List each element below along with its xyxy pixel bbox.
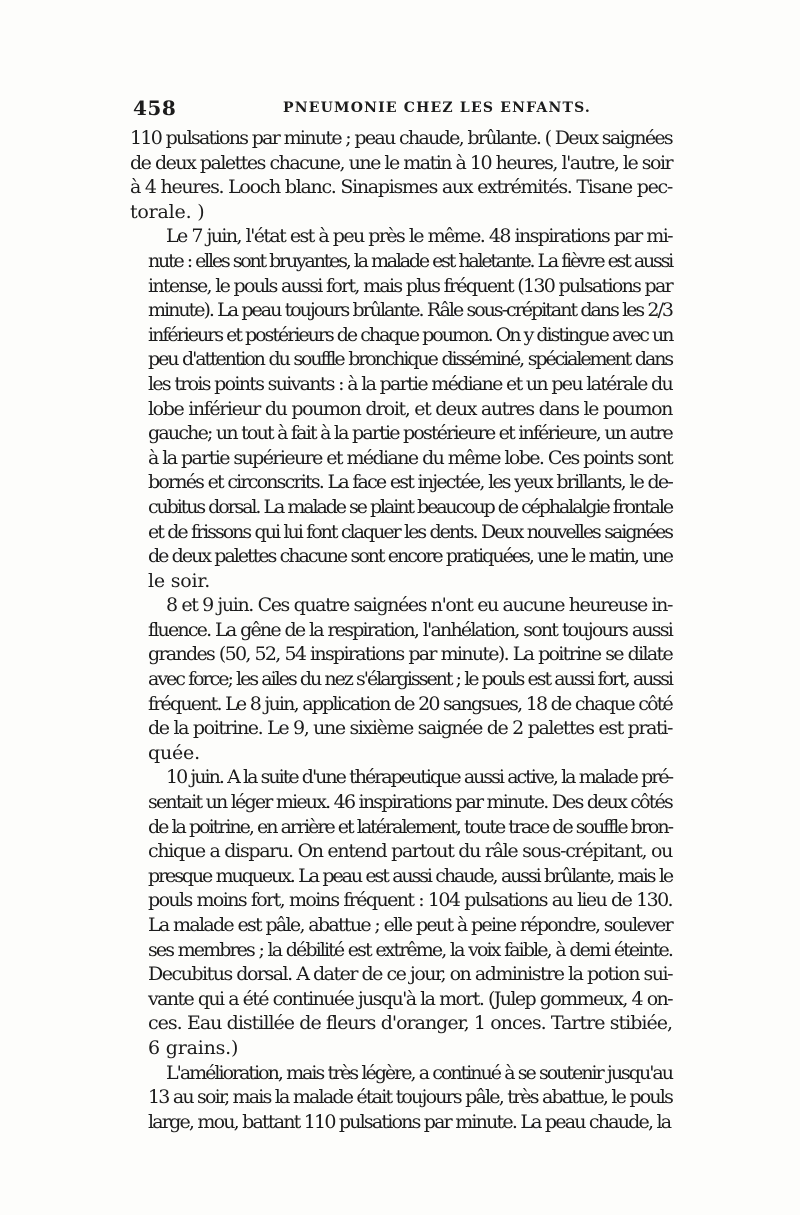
- text-line: Decubitus dorsal. A dater de ce jour, on administre la potion sui-: [148, 963, 672, 986]
- text-line: le soir.: [148, 569, 211, 592]
- text-line: La malade est pâle, abattue ; elle peut à peine répondre, soulever: [148, 914, 672, 936]
- text-line: et de frissons qui lui font claquer les dents. Deux nouvelles saignées: [148, 520, 672, 543]
- text-line: nute : elles sont bruyantes, la malade est haletante. La fièvre est aussi: [148, 249, 672, 272]
- text-line: ces. Eau distillée de fleurs d'oranger, 1 onces. Tartre stibiée,: [148, 1012, 672, 1035]
- page-number: 458: [133, 96, 177, 120]
- text-line: inférieurs et postérieurs de chaque poumon. On y distingue avec un: [148, 323, 673, 346]
- text-line: minute). La peau toujours brûlante. Râle sous-crépitant dans les 2/3: [148, 299, 672, 322]
- text-line: L'amélioration, mais très légère, a continué à se soutenir jusqu'au: [166, 1061, 672, 1084]
- text-line: fréquent. Le 8 juin, application de 20 sangsues, 18 de chaque côté: [148, 692, 672, 715]
- paragraph-p5: [130, 1061, 672, 1135]
- text-line: 8 et 9 juin. Ces quatre saignées n'ont eu aucune heureuse in-: [166, 594, 672, 617]
- paragraph-p2: [130, 224, 672, 593]
- text-line: ses membres ; la débilité est extrême, la voix faible, à demi éteinte.: [148, 938, 672, 961]
- text-line: de deux palettes chacune sont encore pratiquées, une le matin, une: [148, 545, 672, 568]
- text-line: de la poitrine, en arrière et latéralement, toute trace de souffle bron-: [148, 815, 672, 838]
- text-line: bornés et circonscrits. La face est injectée, les yeux brillants, le de-: [148, 471, 672, 494]
- text-line: quée.: [148, 741, 200, 764]
- text-line: de deux palettes chacune, une le matin à 10 heures, l'autre, le soir: [130, 151, 673, 174]
- body-text: [130, 126, 672, 1134]
- text-line: à 4 heures. Looch blanc. Sinapismes aux extrémités. Tisane pec-: [130, 176, 672, 199]
- text-line: avec force; les ailes du nez s'élargissent ; le pouls est aussi fort, aussi: [148, 668, 672, 691]
- text-line: large, mou, battant 110 pulsations par minute. La peau chaude, la: [148, 1110, 671, 1133]
- text-line: vante qui a été continuée jusqu'à la mort. (Julep gommeux, 4 on-: [148, 987, 672, 1010]
- text-line: Le 7 juin, l'état est à peu près le même. 48 inspirations par mi-: [166, 225, 672, 248]
- text-line: à la partie supérieure et médiane du même lobe. Ces points sont: [148, 446, 672, 469]
- text-line: pouls moins fort, moins fréquent : 104 pulsations au lieu de 130.: [148, 889, 672, 912]
- text-line: torale. ): [130, 200, 205, 223]
- text-line: 13 au soir, mais la malade était toujours pâle, très abattue, le pouls: [148, 1086, 673, 1109]
- text-line: 10 juin. A la suite d'une thérapeutique aussi active, la malade pré-: [166, 766, 672, 789]
- text-line: chique a disparu. On entend partout du râle sous-crépitant, ou: [148, 840, 673, 863]
- text-line: fluence. La gêne de la respiration, l'anhélation, sont toujours aussi: [148, 618, 672, 641]
- text-line: gauche; un tout à fait à la partie postérieure et inférieure, un autre: [148, 422, 672, 445]
- text-line: intense, le pouls aussi fort, mais plus fréquent (130 pulsations par: [148, 274, 672, 297]
- text-line: les trois points suivants : à la partie médiane et un peu latérale du: [148, 372, 672, 395]
- text-line: sentait un léger mieux. 46 inspirations par minute. Des deux côtés: [148, 791, 672, 814]
- text-line: 6 grains.): [148, 1036, 239, 1059]
- running-title: PNEUMONIE CHEZ LES ENFANTS.: [283, 100, 591, 116]
- text-line: grandes (50, 52, 54 inspirations par minute). La poitrine se dilate: [148, 643, 672, 666]
- paragraph-p1: [130, 126, 672, 224]
- running-head: [133, 96, 673, 120]
- paragraph-p4: [130, 765, 672, 1060]
- text-line: presque muqueux. La peau est aussi chaude, aussi brûlante, mais le: [148, 864, 672, 887]
- text-line: 110 pulsations par minute ; peau chaude, brûlante. ( Deux saignées: [130, 127, 672, 149]
- text-line: peu d'attention du souffle bronchique disséminé, spécialement dans: [148, 348, 672, 371]
- paragraph-p3: [130, 593, 672, 765]
- text-line: cubitus dorsal. La malade se plaint beaucoup de céphalalgie frontale: [148, 495, 672, 518]
- text-line: lobe inférieur du poumon droit, et deux autres dans le poumon: [148, 397, 672, 420]
- text-line: de la poitrine. Le 9, une sixième saignée de 2 palettes est prati-: [148, 717, 672, 740]
